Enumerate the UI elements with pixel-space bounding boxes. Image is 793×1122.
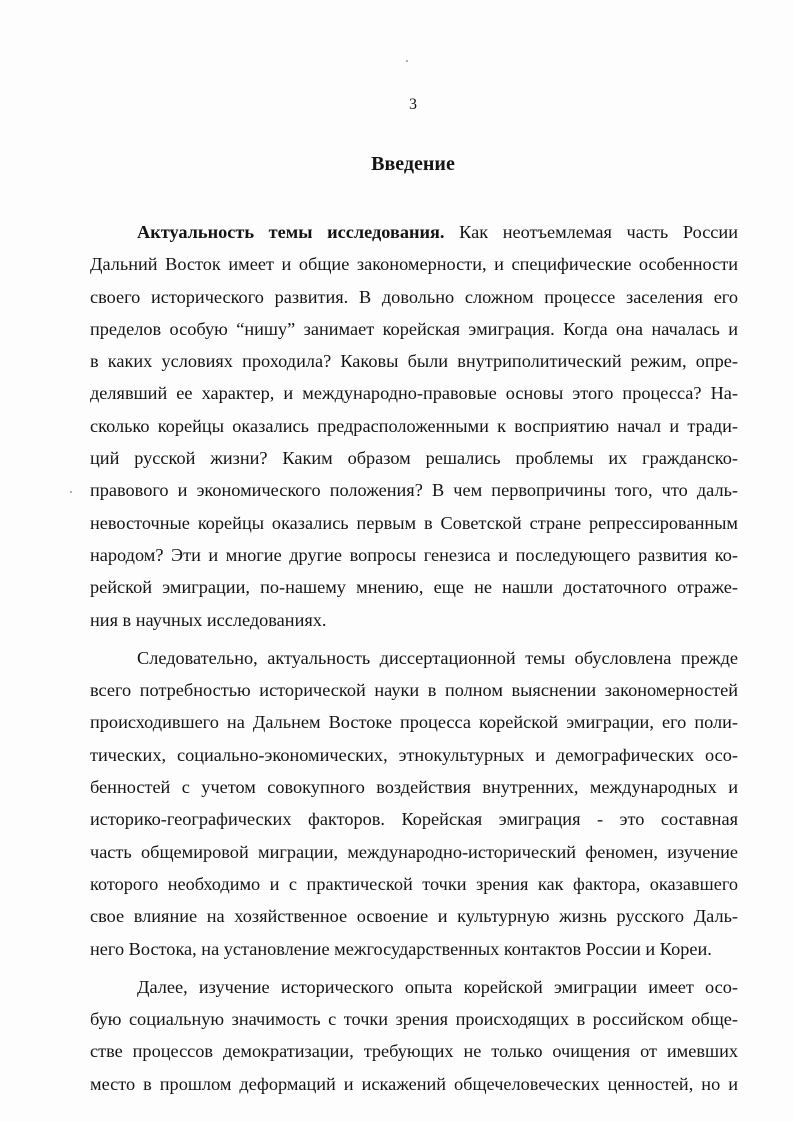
paragraph-consequently (90, 642, 738, 965)
text-line: ций русской жизни? Каким образом решались проблемы их гражданско- (90, 448, 738, 469)
text-line: в каких условиях проходила? Каковы были внутриполитический режим, опре- (90, 351, 738, 372)
text-line: происходившего на Дальнем Востоке процесса корейской эмиграции, его поли- (90, 712, 738, 733)
relevance-heading: Актуальность темы исследования. (137, 222, 445, 242)
paragraph-further (90, 971, 738, 1100)
text-line: правового и экономического положения? В чем первопричины того, что даль- (90, 480, 738, 501)
text-line: которого необходимо и с практической точки зрения как фактора, оказавшего (90, 873, 738, 894)
text-line: ния в научных исследованиях. (90, 609, 327, 630)
text-line: рейской эмиграции, по-нашему мнению, еще не нашли достаточного отраже- (90, 577, 738, 598)
text-line: своего исторического развития. В довольно сложном процессе заселения его (90, 286, 738, 307)
text-line: делявший ее характер, и международно-правовые основы этого процесса? На- (90, 383, 738, 404)
text-line (90, 216, 738, 248)
text-line: него Востока, на установление межгосударственных контактов России и Кореи. (90, 938, 712, 959)
scan-speck (406, 60, 408, 62)
text-line: место в прошлом деформаций и искажений общечеловеческих ценностей, но и (90, 1073, 738, 1094)
document-body (90, 216, 738, 1100)
text-line: народом? Эти и многие другие вопросы генезиса и последующего развития ко- (90, 544, 738, 565)
text-line: Далее, изучение исторического опыта корейской эмиграции имеет осо- (137, 976, 738, 997)
scan-speck (70, 491, 72, 493)
text-line: историко-географических факторов. Корейская эмиграция - это составная (90, 809, 738, 830)
text-line: часть общемировой миграции, международно-исторический феномен, изучение (90, 841, 738, 862)
page-number: 3 (409, 96, 417, 113)
text-line: пределов особую “нишу” занимает корейская эмиграция. Когда она началась и (90, 318, 738, 339)
text-line: тических, социально-экономических, этнокультурных и демографических осо- (90, 744, 738, 765)
text-line: невосточные корейцы оказались первым в Советской стране репрессированным (90, 512, 738, 533)
text-line-content: Как неотъемлемая часть России (444, 222, 738, 242)
text-line: всего потребностью исторической науки в полном выяснении закономерностей (90, 680, 738, 701)
text-line: бенностей с учетом совокупного воздействия внутренних, международных и (90, 777, 738, 798)
paragraph-relevance (90, 216, 738, 636)
text-line: сколько корейцы оказались предрасположенными к восприятию начал и тради- (90, 415, 738, 436)
text-line: бую социальную значимость с точки зрения происходящих в российском обще- (90, 1009, 738, 1030)
text-line: Дальний Восток имеет и общие закономерности, и специфические особенности (90, 254, 738, 275)
text-line: свое влияние на хозяйственное освоение и культурную жизнь русского Даль- (90, 906, 738, 927)
page-title: Введение (371, 153, 455, 175)
text-line: Следовательно, актуальность диссертационной темы обусловлена прежде (137, 647, 738, 668)
text-line: стве процессов демократизации, требующих не только очищения от имевших (90, 1041, 738, 1062)
